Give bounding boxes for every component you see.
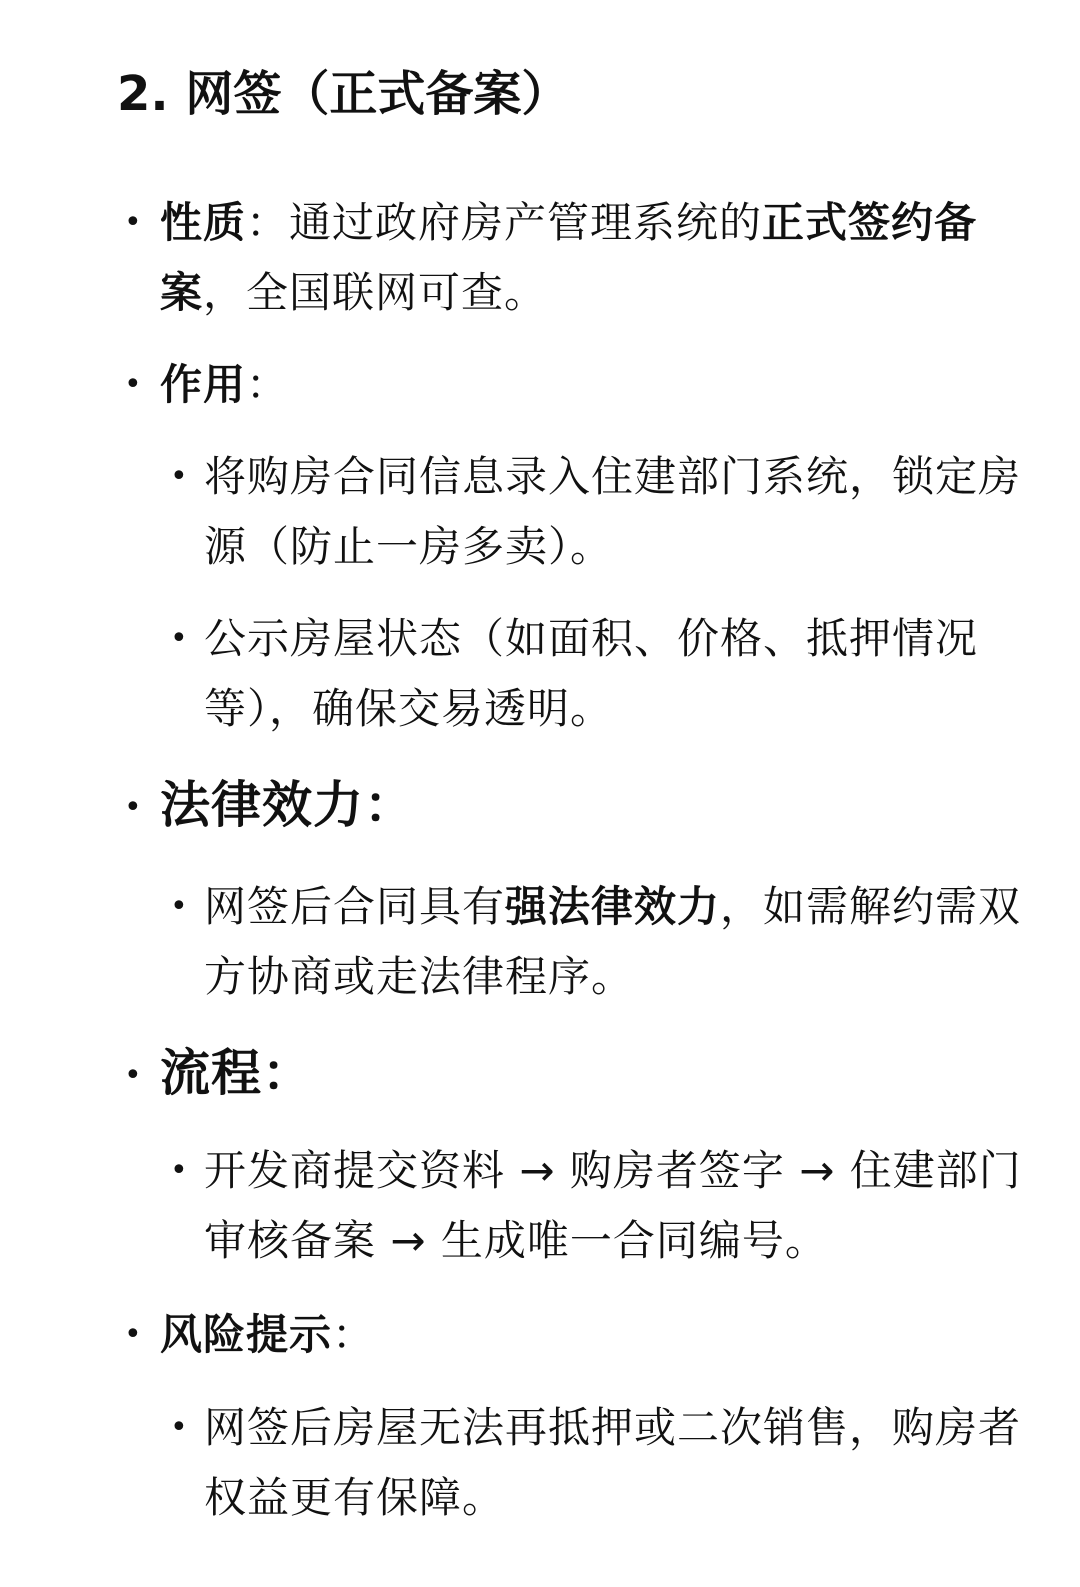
- nature-text-before: 通过政府房产管理系统的: [289, 198, 763, 247]
- risk-colon: ：: [332, 1310, 376, 1359]
- legal-text-before: 网签后合同具有: [204, 882, 506, 931]
- bullet-legal: •: [124, 790, 142, 825]
- legal-item: [160, 773, 1030, 837]
- bullet-risk: •: [124, 1317, 142, 1352]
- function-subitem-2: 公示房屋状态（如面积、价格、抵押情况等），确保交易透明。: [204, 614, 979, 733]
- function-label: 作用: [160, 360, 247, 409]
- legal-text-after: ，如需解约需双方协商或走法律程序。: [204, 882, 1022, 1001]
- legal-label: 法律效力: [160, 776, 364, 834]
- process-label: 流程: [160, 1044, 262, 1102]
- legal-subitem: [204, 872, 1034, 1012]
- process-subitem: 开发商提交资料 → 购房者签字 → 住建部门审核备案 → 生成唯一合同编号。: [204, 1146, 1022, 1265]
- bullet-function: •: [124, 367, 142, 402]
- process-colon: ：: [262, 1044, 313, 1102]
- nature-bold-text: 正式签约备案: [160, 198, 978, 317]
- legal-bold-text: 强法律效力: [505, 882, 721, 931]
- risk-label: 风险提示: [160, 1310, 333, 1359]
- bullet-function-sub-2: •: [170, 621, 188, 656]
- risk-subitem: 网签后房屋无法再抵押或二次销售，购房者权益更有保障。: [204, 1403, 1022, 1522]
- nature-item: [160, 188, 1030, 328]
- nature-label: 性质: [160, 198, 247, 247]
- function-colon: ：: [246, 360, 290, 409]
- risk-item: [160, 1300, 1030, 1370]
- process-item: [160, 1041, 1030, 1105]
- bullet-legal-sub: •: [170, 889, 188, 924]
- bullet-process-sub: •: [170, 1153, 188, 1188]
- function-item: [160, 350, 1030, 420]
- nature-colon: ：: [246, 198, 290, 247]
- section-heading: 2. 网签（正式备案）: [117, 66, 570, 122]
- function-subitem-1: 将购房合同信息录入住建部门系统，锁定房源（防止一房多卖）。: [204, 452, 1022, 571]
- bullet-function-sub-1: •: [170, 459, 188, 494]
- nature-text-after: ，全国联网可查。: [203, 268, 548, 317]
- bullet-nature: •: [124, 205, 142, 240]
- legal-colon: ：: [364, 776, 415, 834]
- bullet-process: •: [124, 1058, 142, 1093]
- bullet-risk-sub: •: [170, 1410, 188, 1445]
